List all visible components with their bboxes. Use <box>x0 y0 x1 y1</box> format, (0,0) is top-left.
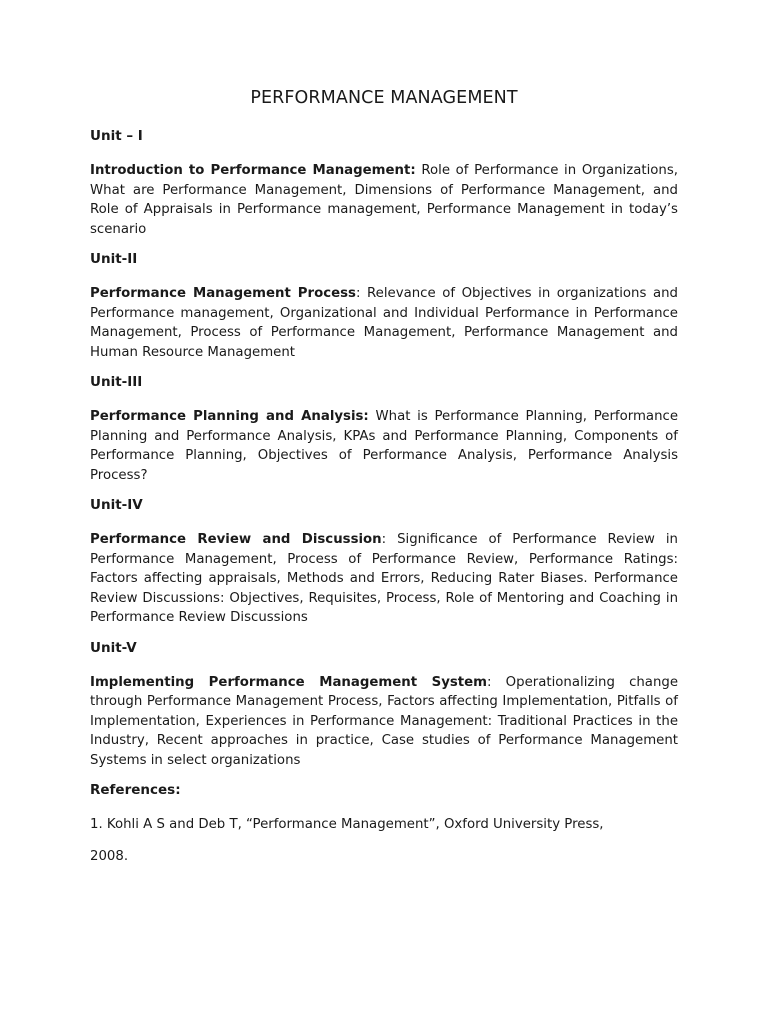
topic-lead: Implementing Performance Management System <box>90 674 488 690</box>
unit-section-4 <box>90 496 678 628</box>
unit-section-2 <box>90 250 678 362</box>
unit-heading: Unit-III <box>90 374 143 390</box>
topic-lead: Performance Planning and Analysis: <box>90 409 369 424</box>
topic-body: What is Performance Planning, Performance Planning and Performance Analysis, KPAs and Performance Planning, Components of Performance Planning, Objectives of Performance Analysis, Performance Analysis Process? <box>90 409 678 483</box>
document-page <box>90 88 678 878</box>
references-section <box>90 781 678 866</box>
unit-paragraph <box>90 407 678 485</box>
topic-lead: Introduction to Performance Management: <box>90 163 416 178</box>
reference-item: 2008. <box>90 848 129 864</box>
unit-paragraph <box>90 284 678 362</box>
topic-lead: Performance Review and Discussion <box>90 532 382 547</box>
topic-body: : Significance of Performance Review in Performance Management, Process of Performance Review, Performance Ratings: Factors affecting appraisals, Methods and Errors, Reducing Rater Biases. Performance Review Discussions: Objectives, Requisites, Process, Role of Mentoring and Coaching in Performance Review Discussions <box>90 532 678 625</box>
unit-section-5 <box>90 639 678 771</box>
unit-heading: Unit-IV <box>90 497 143 513</box>
unit-heading: Unit – I <box>90 128 143 144</box>
unit-section-1 <box>90 127 678 239</box>
reference-item: 1. Kohli A S and Deb T, “Performance Management”, Oxford University Press, <box>90 817 604 832</box>
unit-paragraph <box>90 673 678 771</box>
document-title: PERFORMANCE MANAGEMENT <box>250 88 518 108</box>
topic-body: : Relevance of Objectives in organizations and Performance management, Organizational and Individual Performance in Performance Management, Process of Performance Management, Performance Management and Human Resource Management <box>90 286 678 360</box>
references-heading: References: <box>90 782 181 798</box>
unit-section-3 <box>90 373 678 485</box>
topic-body: : Operationalizing change through Performance Management Process, Factors affecting Implementation, Pitfalls of Implementation, Experiences in Performance Management: Traditional Practices in the Industry, Recent approaches in practice, Case studies of Performance Management Systems in select organizations <box>90 674 679 768</box>
unit-heading: Unit-II <box>90 251 138 267</box>
topic-lead: Performance Management Process <box>90 286 356 301</box>
unit-paragraph <box>90 530 678 628</box>
unit-heading: Unit-V <box>90 639 137 656</box>
unit-paragraph <box>90 161 678 239</box>
topic-body: Role of Performance in Organizations, What are Performance Management, Dimensions of Performance Management, and Role of Appraisals in Performance management, Performance Management in today’s scenario <box>90 163 678 237</box>
